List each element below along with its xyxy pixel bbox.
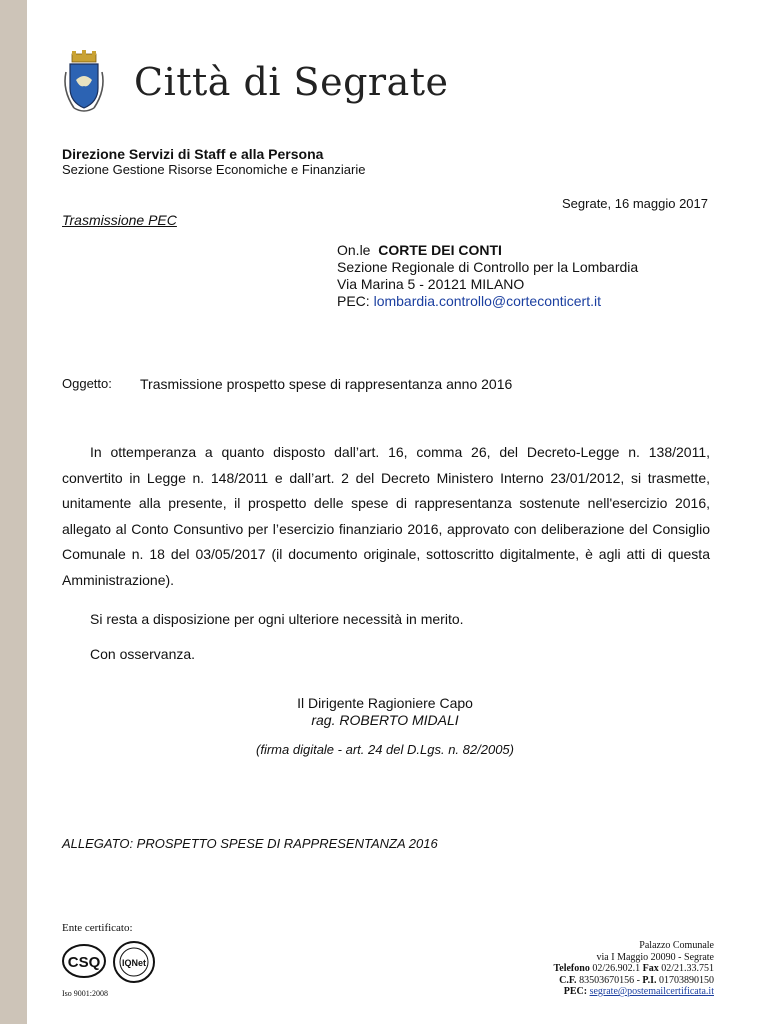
footer-tel-value: 02/26.902.1 (592, 963, 641, 974)
recipient-line3: Via Marina 5 - 20121 MILANO (337, 276, 525, 292)
recipient-block (337, 242, 638, 310)
attachment-line: ALLEGATO: PROSPETTO SPESE DI RAPPRESENTANZA 2016 (62, 836, 438, 851)
iqnet-logo: IQNet (121, 958, 147, 968)
closing-line-2: Con osservanza. (90, 646, 196, 662)
footer-tax (554, 975, 714, 987)
footer-tel-label: Telefono (553, 963, 590, 974)
footer-address (554, 940, 714, 998)
recipient-line2: Sezione Regionale di Controllo per la Lombardia (337, 259, 639, 275)
transmission-label: Trasmissione PEC (62, 212, 177, 228)
recipient-pec (337, 293, 638, 310)
footer-line2: via I Maggio 20090 - Segrate (596, 951, 714, 963)
department-title: Direzione Servizi di Staff e alla Persona (62, 146, 324, 162)
city-name: Città di Segrate (134, 60, 449, 104)
certification-logos (62, 940, 158, 984)
footer-pi-value: 01703890150 (659, 974, 714, 986)
city-coat-of-arms-icon (60, 50, 108, 118)
footer-pec-link[interactable]: segrate@postemailcertificata.it (589, 986, 714, 997)
closing-line-1: Si resta a disposizione per ogni ulteriore necessità in merito. (90, 611, 464, 627)
recipient-name: CORTE DEI CONTI (378, 242, 502, 258)
recipient-line1 (337, 242, 638, 259)
body-paragraph: In ottemperanza a quanto disposto dall’art. 16, comma 26, del Decreto-Legge n. 138/2011, convertito in Legge n. 148/2011 e dall’art. 2 del Decreto Ministero Interno 23/01/2012, si trasmette, unitamente alla presente, il prospetto delle spese di rappresentanza sostenute nell'esercizio 2016, allegato al Conto Consuntivo per l’esercizio finanziario 2016, approvato con deliberazione del Consiglio Comunale n. 18 del 03/05/2017 (il documento originale, sottoscritto digitalmente, è agli atti di questa Amministrazione). (62, 444, 710, 588)
signature-note: (firma digitale - art. 24 del D.Lgs. n. 82/2005) (256, 742, 514, 757)
subject-label: Oggetto: (62, 376, 112, 391)
recipient-pec-link[interactable]: lombardia.controllo@corteconticert.it (373, 293, 601, 309)
footer-phone (554, 963, 714, 975)
certification-iso: Iso 9001:2008 (62, 989, 108, 998)
csq-logo: CSQ (67, 954, 101, 971)
side-strip (0, 0, 27, 1024)
section-subtitle: Sezione Gestione Risorse Economiche e Finanziarie (62, 162, 366, 177)
subject-text: Trasmissione prospetto spese di rappresentanza anno 2016 (140, 376, 513, 392)
footer-pec-label: PEC: (563, 986, 588, 997)
footer-pec (554, 986, 714, 998)
footer-fax-label: Fax (642, 963, 659, 974)
footer-line1: Palazzo Comunale (639, 940, 714, 951)
footer-pi-label: P.I. (642, 974, 657, 986)
footer-fax-value: 02/21.33.751 (661, 963, 714, 974)
certification-label: Ente certificato: (62, 922, 133, 934)
footer-cf-value: 83503670156 - (579, 974, 640, 986)
recipient-pec-label: PEC: (337, 293, 370, 309)
signer-name: rag. ROBERTO MIDALI (311, 712, 459, 728)
footer-cf-label: C.F. (559, 974, 577, 986)
recipient-prefix: On.le (337, 242, 371, 258)
date-line: Segrate, 16 maggio 2017 (562, 196, 708, 211)
signer-title: Il Dirigente Ragioniere Capo (297, 695, 473, 711)
